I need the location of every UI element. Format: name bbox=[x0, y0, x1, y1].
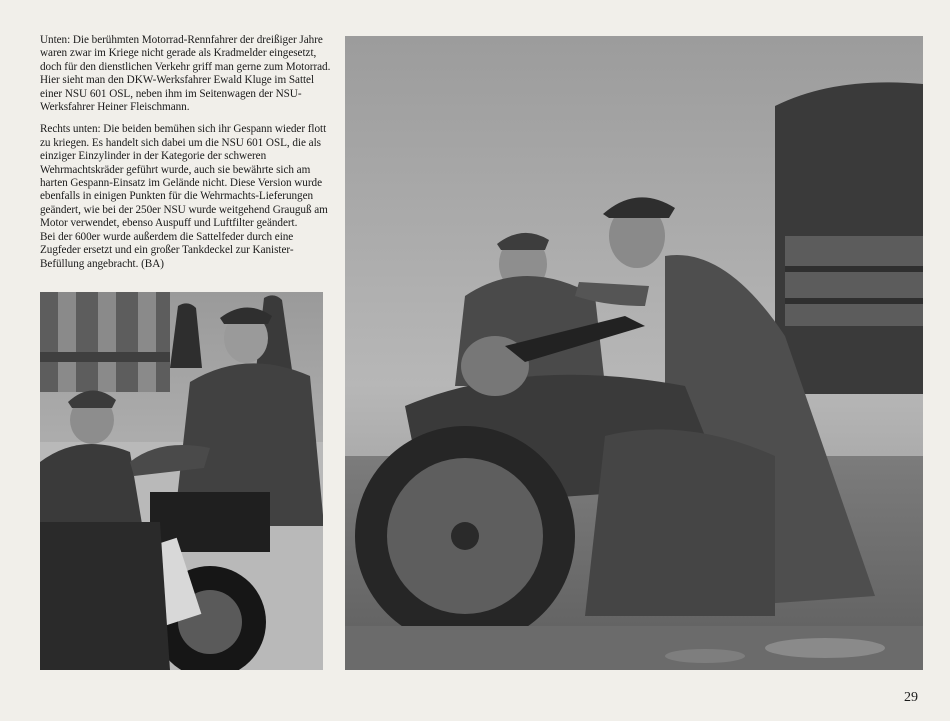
caption-unten: Unten: Die berühmten Motorrad-Rennfahrer der dreißiger Jahre waren zwar im Kriege nicht gerade als Kradmelder eingesetzt, doch für den dienstlichen Verkehr griff man gerne zum Motorrad. Hier sieht man den DKW-Werksfahrer Ewald Kluge im Sattel einer NSU 601 OSL, neben ihm im Seitenwagen der NSU-Werksfahrer Heiner Fleischmann. bbox=[40, 34, 331, 114]
caption-block bbox=[40, 34, 332, 271]
photo-soldiers-mud bbox=[345, 36, 923, 670]
photo-riders-street-image bbox=[40, 292, 323, 670]
caption-rechts-unten: Rechts unten: Die beiden bemühen sich ihr Gespann wieder flott zu kriegen. Es handelt sich dabei um die NSU 601 OSL, die als einziger Einzylinder in der Kategorie der schweren Wehrmachtskräder geführt wurde, auch sie bewährte sich am harten Gespann-Einsatz im Gelände nicht. Diese Version wurde ebenfalls in einigen Punkten für die Wehrmachts-Lieferungen geändert, wie bei der 250er NSU wurde weitgehend Grauguß am Motor verwendet, ebenso Auspuff und Luftfilter geändert. bbox=[40, 123, 328, 230]
page-number: 29 bbox=[904, 690, 918, 705]
photo-riders-street bbox=[40, 292, 323, 670]
photo-soldiers-mud-image bbox=[345, 36, 923, 670]
caption-zusatz: Bei der 600er wurde außerdem die Sattelfeder durch eine Zugfeder ersetzt und ein großer Tankdeckel zur Kanister-Befüllung angebracht. (BA) bbox=[40, 230, 294, 270]
